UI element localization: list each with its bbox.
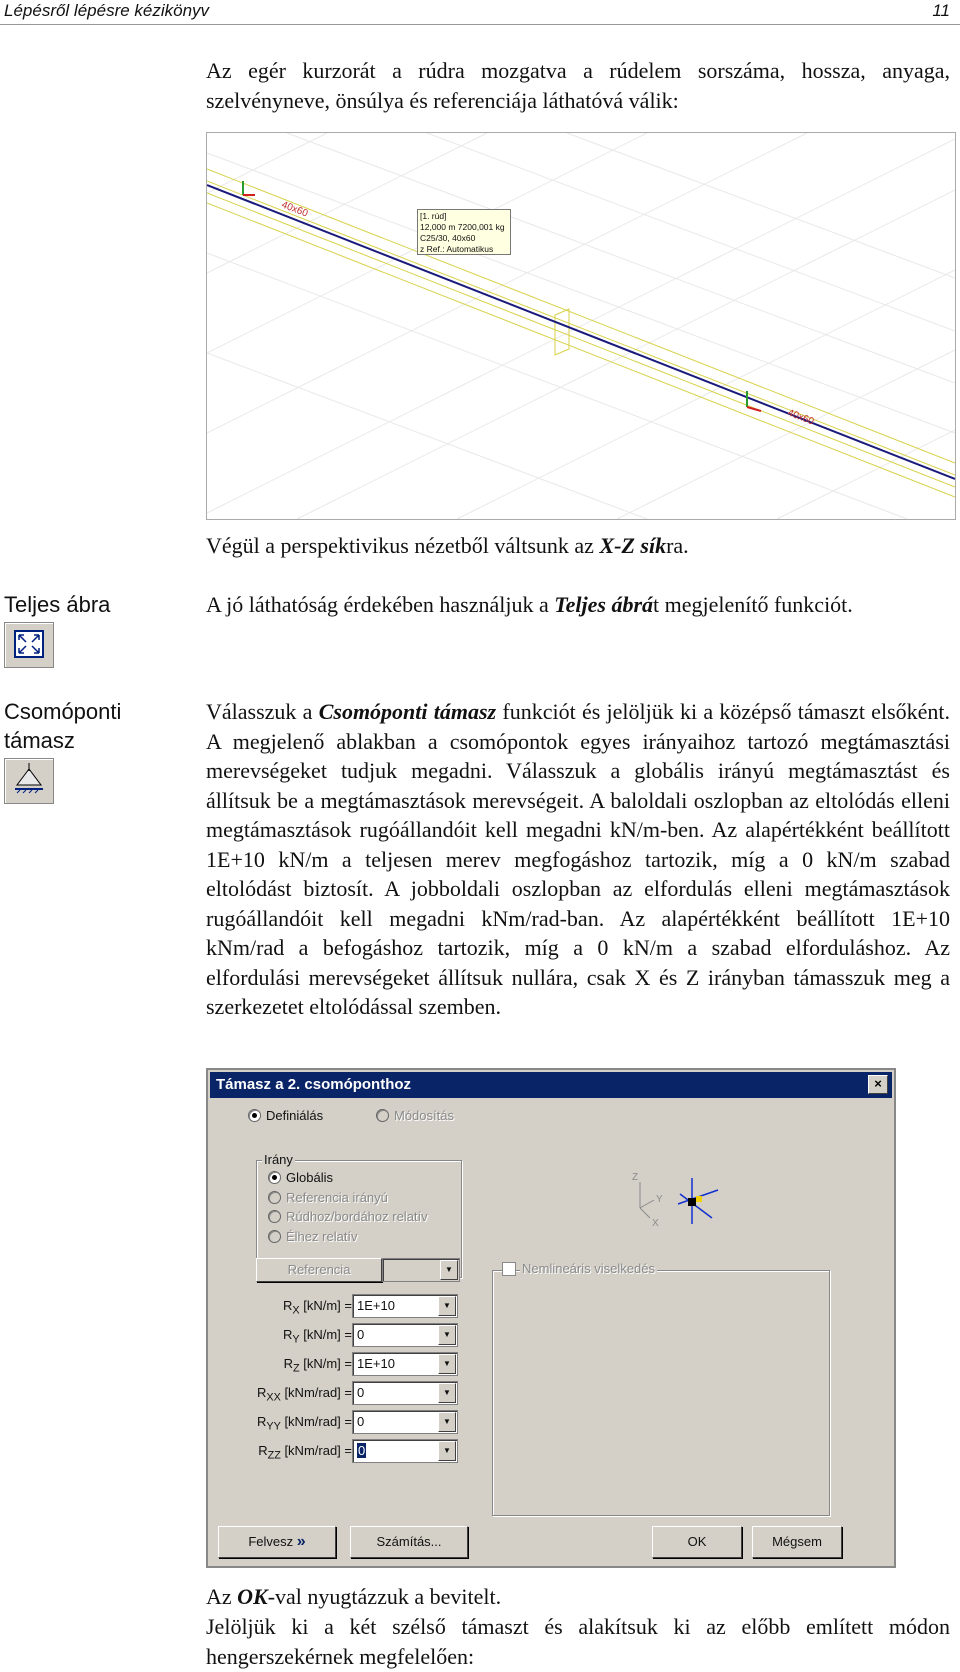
chevron-down-icon: ▼ [438, 1441, 456, 1461]
upload-button[interactable]: Felvesz » [218, 1526, 336, 1558]
double-chevron-icon: » [296, 1533, 306, 1550]
calculate-button[interactable]: Számítás... [350, 1526, 468, 1558]
rxx-label: $R_{XX}$ [kNm/rad] = [256, 1385, 352, 1404]
beam-label-right: 40x60 [785, 407, 816, 428]
nodal-support-icon[interactable] [4, 758, 54, 804]
rzz-input[interactable]: 0 ▼ [352, 1439, 458, 1463]
paragraph-xz-plane: Végül a perspektivikus nézetből váltsunk az X-Z síkra. [206, 533, 689, 558]
dialog-titlebar [210, 1072, 892, 1098]
define-radio[interactable] [248, 1109, 261, 1122]
direction-member-label: Rúdhoz/bordához relatív [286, 1209, 428, 1224]
beam-axis [207, 185, 955, 479]
nonlinear-checkbox[interactable] [502, 1262, 516, 1276]
ry-input[interactable]: 0 ▼ [352, 1323, 458, 1347]
beam-tooltip [417, 209, 511, 255]
axis-y-label: Y [656, 1194, 663, 1205]
model-viewport[interactable] [206, 132, 956, 520]
tooltip-line: C25/30, 40x60 [420, 233, 476, 243]
axis-z-label: Z [632, 1172, 639, 1183]
ok-button[interactable]: OK [652, 1526, 742, 1558]
modify-radio[interactable] [376, 1109, 389, 1122]
direction-edge-label: Élhez relatív [286, 1229, 358, 1244]
rxx-input[interactable]: 0 ▼ [352, 1381, 458, 1405]
rzz-label: $R_{ZZ}$ [kNm/rad] = [258, 1443, 352, 1462]
page-header [0, 0, 960, 25]
support-marker-left [243, 181, 255, 195]
rz-input[interactable]: 1E+10 ▼ [352, 1352, 458, 1376]
ryy-label: $R_{YY}$ [kNm/rad] = [256, 1414, 352, 1433]
manual-title: Lépésről lépésre kézikönyv [4, 1, 210, 20]
rx-input[interactable]: 1E+10 ▼ [352, 1294, 458, 1318]
page-number: 11 [932, 1, 950, 20]
reference-combo[interactable] [382, 1258, 460, 1282]
dialog-title: Támasz a 2. csomóponthoz [216, 1076, 412, 1093]
ryy-input[interactable]: 0 ▼ [352, 1410, 458, 1434]
side-label-nodal-support: Csomóponti támasz [4, 699, 122, 753]
beam-label-left: 40x60 [279, 199, 310, 220]
cancel-button[interactable]: Mégsem [752, 1526, 842, 1558]
nonlinear-group [492, 1270, 830, 1516]
chevron-down-icon: ▼ [438, 1383, 456, 1403]
axes-gizmo [628, 1168, 738, 1232]
chevron-down-icon: ▼ [438, 1296, 456, 1316]
rx-label: $R_X$ [kN/m] = [283, 1298, 352, 1317]
direction-edge-radio[interactable] [268, 1230, 281, 1243]
define-label: Definiálás [266, 1108, 324, 1123]
direction-reference-label: Referencia irányú [286, 1190, 388, 1205]
direction-legend: Irány [264, 1152, 293, 1167]
paragraph-ok: Az OK-val nyugtázzuk a bevitelt. [206, 1584, 502, 1609]
direction-member-radio[interactable] [268, 1210, 281, 1223]
tooltip-line: z Ref.: Automatikus [420, 244, 494, 254]
rz-label: $R_Z$ [kN/m] = [283, 1356, 352, 1375]
support-dialog [206, 1068, 896, 1568]
side-label-full-view: Teljes ábra [4, 592, 111, 617]
chevron-down-icon: ▼ [438, 1325, 456, 1345]
intro-paragraph: Az egér kurzorát a rúdra mozgatva a rúdelem sorszáma, hossza, anyaga, szelvényneve, önsúlya és referenciája láthatóvá válik: [206, 58, 950, 113]
tooltip-line: [1. rúd] [420, 211, 447, 221]
fit-view-icon[interactable] [4, 622, 54, 668]
reference-button[interactable]: Referencia [256, 1258, 382, 1282]
chevron-down-icon: ▼ [438, 1354, 456, 1374]
close-button[interactable]: × [868, 1075, 888, 1094]
modify-label: Módosítás [394, 1108, 454, 1123]
axis-x-label: X [652, 1218, 659, 1229]
paragraph-nodal-support: Válasszuk a Csomóponti támasz funkciót és jelöljük ki a középső támaszt elsőként. A megjelenő ablakban a csomópontok egyes irányaihoz tartozó megtámasztási merevségeket tudjuk megadni. Válasszuk a globális irányú megtámasztást és állítsuk be a megtámasztások merevségeit. A baloldali oszlopban az eltolódás elleni megtámasztások rugóállandóit kell megadni kN/m-ben. Az alapértékként beállított 1E+10 kN/m a teljesen merev megfogáshoz tartozik, míg a 0 kN/m szabad eltolódást biztosít. A jobboldali oszlopban az elfordulás elleni megtámasztások rugóállandóit kell megadni kNm/rad-ban. Az alapértékként beállított 1E+10 kNm/rad a befogáshoz tartozik, míg a 0 kN/m a szabad elforduláshoz. Az elfordulási merevségeket állítsuk nullára, csak X és Z irányban támasszuk meg a szerkezetet eltolódással szemben. [206, 699, 951, 1019]
beam-drawing [207, 133, 955, 519]
paragraph-end-supports: Jelöljük ki a két szélső támaszt és alakítsuk ki az előbb említett módon hengerszekérnek megfelelően: [206, 1614, 950, 1669]
ry-label: $R_Y$ [kN/m] = [283, 1327, 352, 1346]
direction-reference-radio[interactable] [268, 1191, 281, 1204]
direction-global-label: Globális [286, 1170, 333, 1185]
nonlinear-label: Nemlineáris viselkedés [522, 1261, 655, 1276]
direction-global-radio[interactable] [268, 1171, 281, 1184]
tooltip-line: 12,000 m 7200,001 kg [420, 222, 505, 232]
chevron-down-icon: ▼ [440, 1260, 458, 1280]
chevron-down-icon: ▼ [438, 1412, 456, 1432]
paragraph-full-view: A jó láthatóság érdekében használjuk a Teljes ábrát megjelenítő funkciót. [206, 592, 853, 617]
perspective-grid [207, 133, 955, 519]
